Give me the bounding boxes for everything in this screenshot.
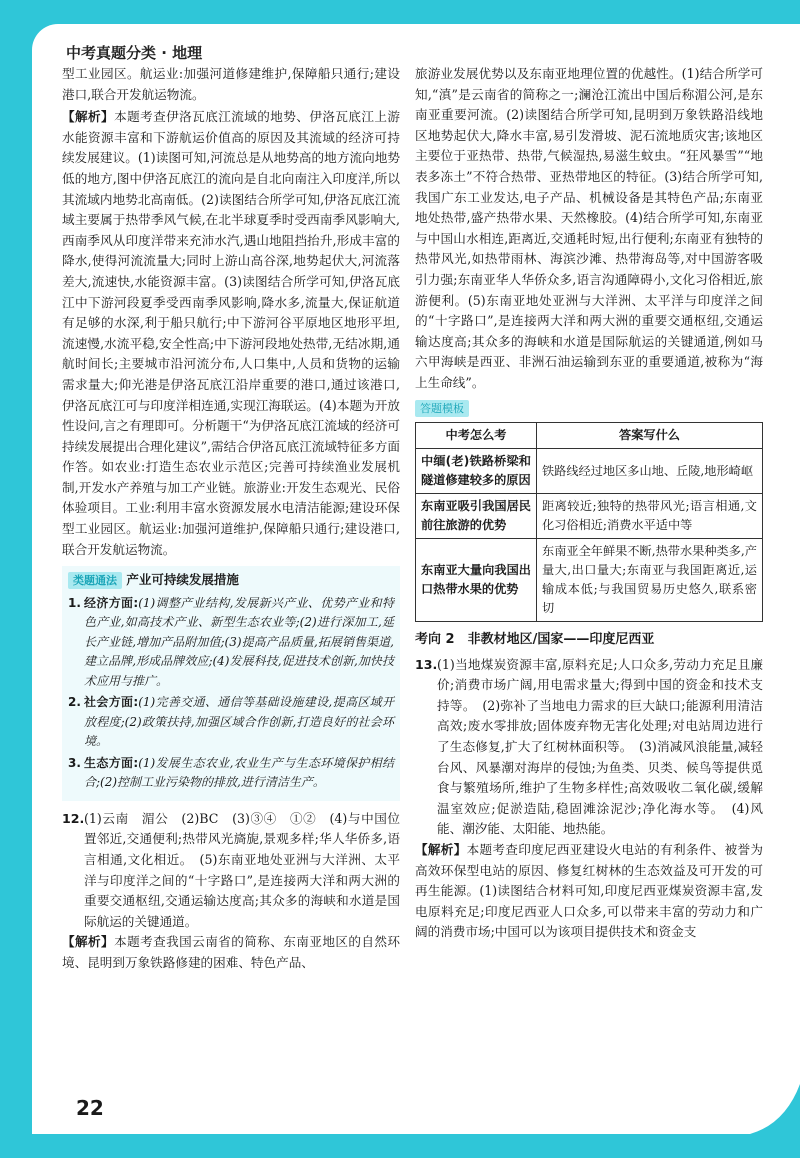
answer-text: (1)当地煤炭资源丰富,原料充足;人口众多,劳动力充足且廉价;消费市场广阔,用电需求量大;得到中国的资金和技术支持等。 (2)弥补了当地电力需求的巨大缺口;能源利用清洁高效;废水零排放;固体废弃物无害化处理;对电站周边进行了生态修复,扩大了红树林面积等。 (3)消减风浪能量,减轻台风、风暴潮对海岸的侵蚀;为鱼类、贝类、候鸟等提供觅食与繁殖场所,维护了生物多样性;高效吸收二氧化碳,缓解温室效应;促淤造陆,稳固滩涂泥沙;净化海水等。 (4)风能、潮汐能、太阳能、地热能。	[437, 656, 763, 837]
analysis-text: 本题考查伊洛瓦底江流域的地势、伊洛瓦底江上游水能资源丰富和下游航运价值高的原因及其流域的经济可持续发展建议。(1)读图可知,河流总是从地势高的地方流向地势低的地方,图中伊洛瓦底江的流向是自北向南注入印度洋,所以其流域内地势北高南低。(2)读图结合所学可知,伊洛瓦底江流域主要属于热带季风气候,在北半球夏季时受西南季风影响大,西南季风从印度洋带来充沛水汽,遇山地阻挡抬升,形成丰富的降水,使得河流流量大;同时上游山高谷深,地势起伏大,河流落差大,流速快,水能资源丰富。(3)读图结合所学可知,伊洛瓦底江中下游河段夏季受西南季风影响,降水多,流量大,保证航道有足够的水深,利于船只航行;中下游河谷平原地区地形平坦,流速慢,水流平稳,安全性高;中下游河段地处热带,无结冰期,通航时间长;主要城市沿河流分布,人口集中,人员和货物的运输需求量大;仰光港是伊洛瓦底江沿岸重要的港口,通过该港口,伊洛瓦底江可与印度洋相连通,实现江海联运。(4)本题为开放性设问,言之有理即可。分析题干“为伊洛瓦底江流域的经济可持续发展提出合理化建议”,需结合伊洛瓦底江流域特征多方面作答。如农业:打造生态农业示范区;完善可持续渔业发展机制,开发水产养殖与加工产业链。旅游业:开发生态观光、民俗体验项目。工业:利用丰富水资源发展水电清洁能源;建设环保型工业园区。航运业:加强河道维护,保障船只通行;建设港口,联合开发航运物流。	[62, 109, 401, 557]
right-column	[415, 64, 763, 945]
paragraph: 型工业园区。航运业:加强河道修建维护,保障船只通行;建设港口,联合开发航运物流。	[62, 66, 400, 102]
table-row	[416, 494, 763, 539]
method-title: 产业可持续发展措施	[126, 572, 239, 588]
table-header-row	[416, 423, 763, 449]
method-tag: 类题通法	[68, 572, 122, 589]
item-text: (1)完善交通、通信等基础设施建设,提高区域开放程度;(2)政策扶持,加强区域合作创新,打造良好的社会环境。	[84, 695, 394, 749]
section-title: 考向 2 非教材地区/国家——印度尼西亚	[415, 632, 655, 648]
page-header: 中考真题分类 · 地理	[66, 44, 203, 62]
analysis-paragraph	[415, 840, 763, 943]
table-row	[416, 539, 763, 622]
item-number: 3.	[68, 755, 81, 770]
item-text: (1)调整产业结构,发展新兴产业、优势产业和特色产业,如高技术产业、新型生态农业等;(2)进行深加工,延长产业链,增加产品附加值;(3)提高产品质量,拓展销售渠道,建立品牌,形成品牌效应;(4)发展科技,促进技术创新,加快技术应用与推广。	[84, 595, 394, 688]
analysis-label: 【解析】	[62, 934, 115, 950]
table-cell-answer: 东南亚全年鲜果不断,热带水果种类多,产量大,出口量大;东南亚与我国距离近,运输成本低;与我国贸易历史悠久,联系密切	[537, 539, 763, 622]
analysis-text: 本题考查我国云南省的简称、东南亚地区的自然环境、昆明到万象铁路修建的困难、特色产品、	[62, 934, 401, 970]
page-number: 22	[76, 1096, 104, 1120]
question-13-answer	[415, 655, 763, 840]
list-item	[68, 693, 394, 752]
page	[32, 24, 800, 1134]
answer-template-table	[415, 422, 763, 622]
left-column	[62, 64, 400, 976]
paragraph: 旅游业发展优势以及东南亚地理位置的优越性。(1)结合所学可知,“滇”是云南省的简称之一;澜沧江流出中国后称湄公河,是东南亚重要河流。(2)读图结合所学可知,昆明到万象铁路沿线地区地势起伏大,降水丰富,易引发滑坡、泥石流地质灾害;该地区主要位于亚热带、热带,气候湿热,易滋生蚊虫。“狂风暴雪”“地表多冻土”不符合热带、亚热带地区的特征。(3)结合所学可知,我国广东工业发达,电子产品、机械设备是其特色产品;东南亚地处热带,盛产热带水果、天然橡胶。(4)结合所学可知,东南亚与中国山水相连,距离近,交通耗时短,出行便利;东南亚有独特的热带风光,如热带雨林、海滨沙滩、热带海岛等,对中国游客吸引力强;东南亚华人华侨众多,语言沟通障碍小,文化习俗相近,旅游便利。(5)东南亚地处亚洲与大洋洲、太平洋与印度洋之间的“十字路口”,是连接两大洋和两大洲的重要交通枢纽,交通运输达度高;其众多的海峡和水道是国际航运的关键通道,例如马六甲海峡是西亚、非洲石油运输到东亚的重要通道,被称为“海上生命线”。	[415, 66, 763, 390]
method-box-header	[68, 570, 394, 590]
question-number: 12.	[62, 810, 85, 826]
analysis-text: 本题考查印度尼西亚建设火电站的有利条件、被誉为高效环保型电站的原因、修复红树林的生态效益及可开发的可再生能源。(1)读图结合材料可知,印度尼西亚煤炭资源丰富,发电原料充足;印度尼西亚人口众多,可以带来丰富的劳动力和广阔的消费市场;中国可以为该项目提供技术和资金支	[415, 842, 764, 940]
table-cell-answer: 距离较近;独特的热带风光;语言相通,文化习俗相近;消费水平适中等	[537, 494, 763, 539]
table-cell-question: 中缅(老)铁路桥梁和隧道修建较多的原因	[416, 449, 537, 494]
item-number: 2.	[68, 695, 81, 710]
method-box	[62, 566, 400, 801]
table-cell-question: 东南亚吸引我国居民前往旅游的优势	[416, 494, 537, 539]
question-number: 13.	[415, 656, 438, 672]
item-head: 社会方面:	[84, 695, 139, 710]
table-row	[416, 449, 763, 494]
table-header: 答案写什么	[537, 423, 763, 449]
list-item	[68, 594, 394, 692]
item-head: 经济方面:	[84, 595, 139, 610]
table-cell-question: 东南亚大量向我国出口热带水果的优势	[416, 539, 537, 622]
question-12-answer	[62, 809, 400, 933]
item-text: (1)发展生态农业,农业生产与生态环境保护相结合;(2)控制工业污染物的排放,进行清洁生产。	[84, 755, 394, 790]
table-cell-answer: 铁路线经过地区多山地、丘陵,地形崎岖	[537, 449, 763, 494]
analysis-paragraph	[62, 932, 400, 973]
template-tag-row	[415, 398, 763, 419]
list-item	[68, 754, 394, 793]
table-header: 中考怎么考	[416, 423, 537, 449]
template-tag: 答题模板	[415, 400, 469, 417]
analysis-paragraph	[62, 107, 400, 560]
answer-text: (1)云南 湄公 (2)BC (3)③④ ①② (4)与中国位置邻近,交通便利;热带风光旖旎,景观多样;华人华侨多,语言相通,文化相近。 (5)东南亚地处亚洲与大洋洲、太平洋与印度洋之间的“十字路口”,是连接两大洋和两大洲的重要交通枢纽,交通运输达度高;其众多的海峡和水道是国际航运的关键通道。	[84, 810, 400, 929]
item-head: 生态方面:	[84, 755, 139, 770]
analysis-label: 【解析】	[415, 842, 467, 858]
analysis-label: 【解析】	[62, 109, 115, 125]
page-corner-decoration	[730, 1084, 800, 1134]
item-number: 1.	[68, 595, 81, 610]
